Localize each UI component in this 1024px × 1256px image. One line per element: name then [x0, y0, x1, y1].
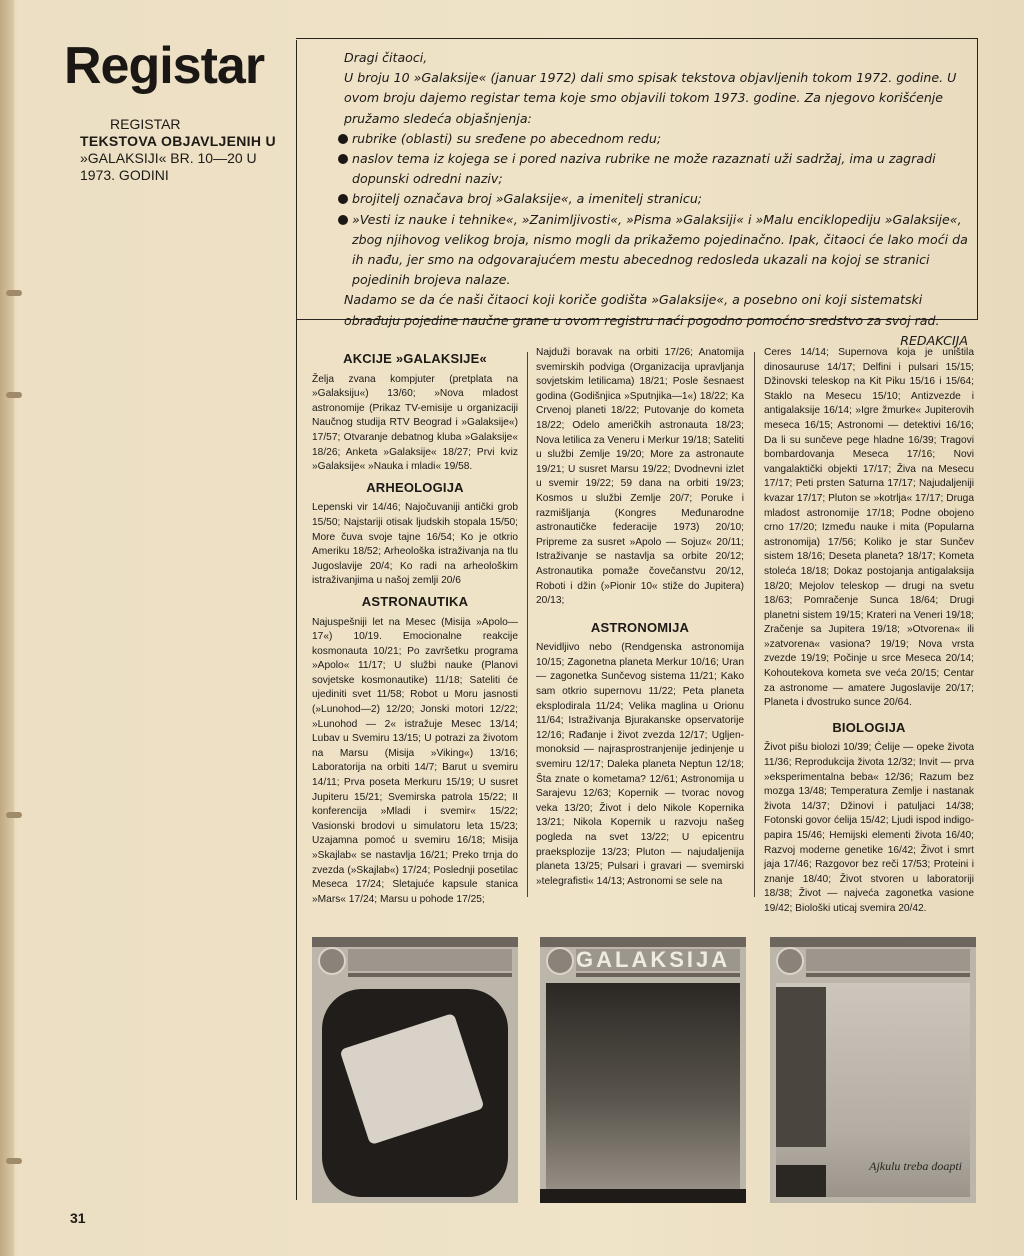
bullet-item: brojitelj označava broj »Galaksije«, a imenitelj stranicu;	[308, 189, 972, 209]
signature: REDAKCIJA	[900, 332, 968, 348]
section-entries-akcije: Želja zvana kompjuter (pretplata na »Galaksiju«) 13/60; »Nova mladost astronomije (Prikaz TV-emisije u organizaciji Naučnog studija RTV Beograd i »Galaksije«) 17/57; Otvaranje debatnog kluba »Galaksije« 18/26; Anketa »Galaksije« 18/27; Prvi kviz »Galaksije« »Nauka i mladi« 19/58.	[312, 373, 518, 473]
editorial-note	[308, 48, 972, 351]
cover-header-band	[540, 937, 746, 947]
binding-mark	[6, 290, 22, 296]
cover-subline	[576, 973, 740, 977]
cover-caption: Ajkulu treba doapti	[869, 1159, 962, 1173]
bullet-item: »Vesti iz nauke i tehnike«, »Zanimljivosti«, »Pisma »Galaksiji« i »Malu enciklopediju »Galaksije«, zbog njihovog velikog broja, nismo mogli da prikažemo pojedinačno. Ipak, čitaoci će lako moći da ih nađu, jer smo na odgovarajućem mestu abecednog redosleda ukazali na kojoj se stranici pojedinih brojeva nalaze.	[308, 210, 972, 291]
galaxy-logo-icon	[776, 947, 804, 975]
inset-photo	[776, 987, 826, 1147]
cover-subline	[348, 973, 512, 977]
subtitle-line: »GALAKSIJI« BR. 10—20 U	[80, 150, 257, 166]
magazine-cover-2	[540, 937, 746, 1203]
cover-subline	[806, 973, 970, 977]
bullet-item: naslov tema iz kojega se i pored naziva rubrike ne može razaznati uži sadržaj, ima u zagradi dopunski odredni naziv;	[308, 149, 972, 189]
greeting: Dragi čitaoci,	[344, 50, 428, 65]
page-title: Registar	[64, 37, 265, 95]
intro-paragraph: U broju 10 »Galaksije« (januar 1972) dali smo spisak tekstova objavljenih tokom 1972. godine. U ovom broju dajemo registar tema koje smo objavili tokom 1973. godine. Za njegovo korišćenje pružamo sledeća objašnjenja:	[344, 70, 957, 126]
galaxy-logo-icon	[546, 947, 574, 975]
cover-header-band	[770, 937, 976, 947]
cover-masthead: GALAKSIJA	[576, 949, 740, 971]
page-number: 31	[70, 1210, 86, 1226]
section-heading-akcije: AKCIJE »GALAKSIJE«	[343, 351, 487, 366]
subtitle-line: REGISTAR	[110, 116, 181, 132]
section-entries-astronomija: Nevidljivo nebo (Rendgenska astronomija 10/15; Zagonetna planeta Merkur 10/16; Uran — zagonetka Sunčevog sistema 11/21; Kako sam otkrio supernovu 11/22; Peta planeta eksplodirala 11/24; Velika maglina u Orionu 11/64; Istraživanja Bjurakanske opservatorije 12/16; Rađanje i život zvezda 12/17; Ugljen-monoksid — najrasprostranjenije jedinjenje u svemiru 12/17; Daleka planeta Neptun 12/18; Šta znate o kometama? 12/61; Astronomija u Sarajevu 12/63; Kopernik — tvorac novog veka 13/20; Život i delo Nikole Kopernika 13/21; Nikola Kopernik u razvoju našeg pogleda na svet 13/22; U epicentru praeksplozije 13/23; Pluton — najudaljenija planeta 13/25; Pulsari i gravari — svemirski »telegrafisti« 14/13; Astronomi se sele na	[536, 642, 744, 887]
binding-mark	[6, 812, 22, 818]
cover-header-band	[312, 937, 518, 947]
space-station-illustration	[322, 989, 508, 1197]
section-entries-arheologija: Lepenski vir 14/46; Najočuvaniji antički grob 15/50; Najstariji otisak ljudskih stopala 15/50; More čuva svoje tajne 16/54; Ko je otkrio Ameriku 18/52; Arheološka istraživanja na tlu Jugoslavije 20/4; Ko radi na arheološkim istraživanjima u našoj zemlji 20/6	[312, 502, 518, 587]
cover-footer-band	[776, 1165, 826, 1197]
page-subtitle	[80, 116, 290, 184]
section-heading-biologija: BIOLOGIJA	[832, 719, 906, 735]
magazine-cover-1	[312, 937, 518, 1203]
column-separator	[754, 352, 755, 897]
section-entries-astronautika: Najuspešniji let na Mesec (Misija »Apolo—17«) 10/19. Emocionalne reakcije kosmonauta 10/21; Po završetku programa »Apolo« 11/17; U službi nauke (Planovi sovjetske kosmonautike) 11/18; Sateliti će ujediniti svet 11/58; Robot u Moru jasnosti (»Lunohod—2) 12/20; Jonski motori 12/22; »Lunohod — 2« istražuje Mesec 13/14; Lubav u Svemiru 13/15; U potrazi za životom na Marsu (Misija »Viking«) 13/16; Laboratorija na orbiti 14/7; Barut u svemiru 14/11; Prva poseta Merkuru 15/19; U susret Jupiteru 15/21; Svemirska patrola 15/22; II konferencija »Mladi i svemir« 15/22; Vasionski brodovi u simulatoru leta 15/23; Uzajamna pomoć u svemiru 16/18; Misija »Skajlab« se nastavlja 16/21; Preko trnja do zvezda (»Skajlab«) 17/24; Poslednji posetilac Meseca 17/24; Sletajuće kapsule stanica »Mars« 17/24; Marsu u pohode 17/25;	[312, 616, 518, 905]
subtitle-line: TEKSTOVA OBJAVLJENIH U	[80, 133, 276, 149]
section-entries-astronautika-cont: Najduži boravak na orbiti 17/26; Anatomija svemirskih podviga (Organizacija upravljanja sovjetskim letilicama) 18/21; Posle šesnaest godina (Godišnjica »Sputnjika—1«) 18/22; Ka Crvenoj planeti 18/22; Putovanje do kometa 18/22; Odelo američkih astronauta 18/23; Nova letilica za Veneru i Merkur 19/18; Sateliti u službi Zemlje 19/20; More za astronaute 19/21; U susret Marsu 19/22; Dvodnevni izlet u svemir 19/22; 59 dana na orbiti 19/23; Kosmos u službi Zemlje 20/7; Poruke i razmišljanja (Kongres Međunarodne astronautičke federacije 1973) 20/10; Pripreme za susret »Apolo — Sojuz« 20/11; Istraživanje se nastavlja sa orbite 20/12; Astronautika pomaže čovečanstvu 20/12, Roboti i džin (»Pionir 10« stiže do Jupitera) 20/13;	[536, 347, 744, 607]
galaxy-logo-icon	[318, 947, 346, 975]
binding-mark	[6, 1158, 22, 1164]
galaxy-illustration	[546, 983, 740, 1197]
index-column-1	[312, 346, 518, 907]
bullet-item: rubrike (oblasti) su sređene po abecednom redu;	[308, 129, 972, 149]
column-separator	[527, 352, 528, 897]
binding-mark	[6, 392, 22, 398]
section-entries-astronomija-cont: Ceres 14/14; Supernova koja je uništila dinosauruse 14/17; Delfini i pulsari 15/15; Džinovski teleskop na Kit Piku 15/16 i 15/64; Staklo na Mesecu 15/10; Antizvezde i antigalaksije 16/14; »Igre žmurke« Jupiterovih meseca 16/15; Astronomi — detektivi 16/16; Da li su sunčeve pege hladne 16/39; Tragovi bombardovanja Meseca 17/16; Novi vangalaktički objekti 17/17; Živa na Mesecu 17/17; Peti prsten Saturna 17/17; Najudaljeniji kvazar 17/17; Pluton se »kotrlja« 17/17; Druga mladost astronomije 17/18; Podne obojeno crno 17/20; Između nauke i mita (Popularna astronomija) 17/56; Koliko je star Sunčev sistem 18/16; Deseta planeta? 18/17; Kometa stoleća 18/18; Dokaz postojanja antigalaksija 18/20; Mejolov teleskop — drugi na svetu 18/63; Pomračenje Sunca 18/64; Drugi planetni sistem 19/15; Krateri na Veneri 19/18; Zračenje sa Jupitera 19/18; »Otvorena« ili »zatvorena« vasiona? 19/19; Nova vrsta zvezde 19/19; Počinje u srce Meseca 20/14; Kohoutekova kometa sve veća 20/15; Centar za astronome — amatere Jugoslavije 20/17; Planeta i dvostruko sunce 20/64.	[764, 347, 974, 709]
cover-masthead	[348, 949, 512, 971]
index-column-3	[764, 346, 974, 917]
cover-footer-band	[540, 1189, 746, 1203]
section-heading-astronautika: ASTRONAUTIKA	[361, 593, 469, 609]
index-column-2	[536, 346, 744, 889]
cover-masthead	[806, 949, 970, 971]
closing-paragraph: Nadamo se da će naši čitaoci koji koriče godišta »Galaksije«, a posebno oni koji sistematski obrađuju pojedine naučne grane u ovom registru naći pogodno pomoćno sredstvo za svoj rad.	[344, 292, 940, 328]
section-heading-arheologija: ARHEOLOGIJA	[366, 479, 464, 495]
section-entries-biologija: Život pišu biolozi 10/39; Ćelije — opeke života 11/36; Reprodukcija života 12/32; Invit — prva »eksperimentalna beba« 12/36; Razum bez mozga 13/48; Temperatura Zemlje i nastanak života 14/37; Džinovi i patuljaci 14/38; Fotonski govor ćelija 15/42; Ljudi ispod indigo-papira 15/46; Hemijski elementi života 16/40; Razvoj moderne genetike 16/42; Život i smrt jaja 17/46; Razgovor bez reči 17/53; Proteini i znanje 18/40; Život stvoren u laboratoriji 18/38; Život — najveća zagonetka vasione 19/42; Biološki uticaj svemira 20/42.	[764, 742, 974, 914]
page-binding-edge	[0, 0, 14, 1256]
magazine-cover-3	[770, 937, 976, 1203]
section-heading-astronomija: ASTRONOMIJA	[590, 619, 690, 635]
subtitle-line: 1973. GODINI	[80, 167, 169, 183]
